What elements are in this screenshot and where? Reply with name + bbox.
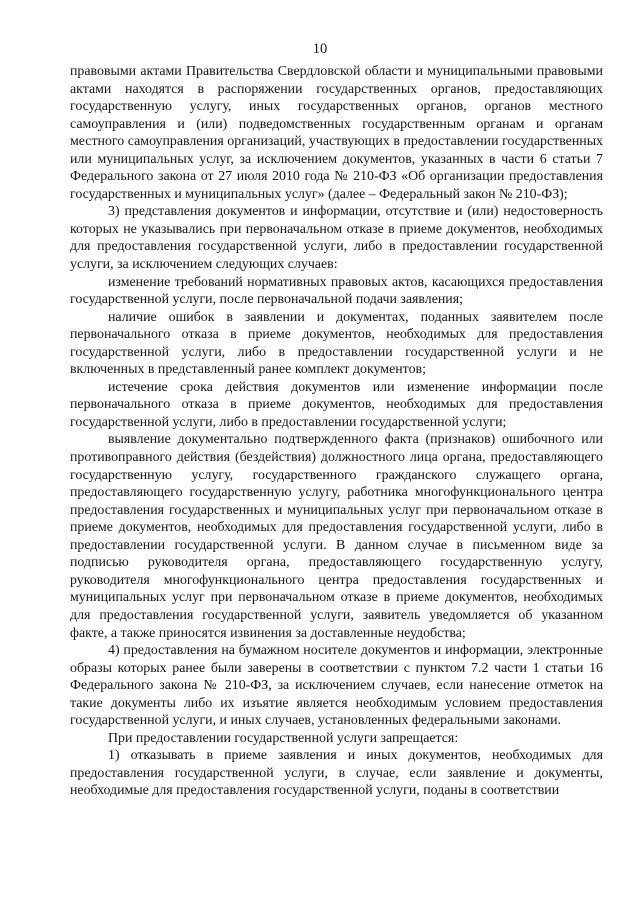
paragraph-exception-errors: наличие ошибок в заявлении и документах, поданных заявителем после первоначального отказа в приеме документов, необходимых для предоставления государственной услуги, либо в предоставлении государственной услуги и не включенных в представленный ранее комплект документов; xyxy=(70,309,603,378)
page-number: 10 xyxy=(312,41,328,57)
paragraph-item-3: 3) представления документов и информации, отсутствие и (или) недостоверность которых не указывались при первоначальном отказе в приеме документов, необходимых для предоставления государственной услуги, либо в предоставлении государственной услуги, за исключением следующих случаев: xyxy=(70,204,603,273)
document-body xyxy=(70,63,603,800)
paragraph-prohibitions-heading: При предоставлении государственной услуги запрещается: xyxy=(108,730,459,746)
paragraph-continuation: правовыми актами Правительства Свердловской области и муниципальными правовыми актами находятся в распоряжении государственных органов, предоставляющих государственную услугу, иных государственных органов, органов местного самоуправления и (или) подведомственных государственным органам и органам местного самоуправления организаций, участвующих в предоставлении государственных или муниципальных услуг, за исключением документов, указанных в части 6 статьи 7 Федерального закона от 27 июля 2010 года № 210-ФЗ «Об организации предоставления государственных и муниципальных услуг» (далее – Федеральный закон № 210-ФЗ); xyxy=(70,64,603,202)
paragraph-exception-official-error: выявление документально подтвержденного факта (признаков) ошибочного или противоправного действия (бездействия) должностного лица органа, предоставляющего государственную услугу, государственного гражданского служащего органа, предоставляющего государственную услугу, работника многофункционального центра предоставления государственных и муниципальных услуг при первоначальном отказе в приеме документов, необходимых для предоставления государственной услуги, либо в предоставлении государственной услуги. В данном случае в письменном виде за подписью руководителя органа, предоставляющего государственную услугу, руководителя многофункционального центра предоставления государственных и муниципальных услуг при первоначальном отказе в приеме документов, необходимых для предоставления государственной услуги, заявитель уведомляется об указанном факте, а также приносятся извинения за доставленные неудобства; xyxy=(70,432,603,641)
paragraph-exception-expiry: истечение срока действия документов или изменение информации после первоначального отказа в приеме документов, необходимых для предоставления государственной услуги, либо в предоставлении государственной услуги; xyxy=(70,379,603,430)
paragraph-item-4: 4) предоставления на бумажном носителе документов и информации, электронные образы которых ранее были заверены в соответствии с пунктом 7.2 части 1 статьи 16 Федерального закона № 210-ФЗ, за исключением случаев, если нанесение отметок на такие документы либо их изъятие является необходимым условием предоставления государственной услуги, и иных случаев, установленных федеральными законами. xyxy=(70,643,603,729)
paragraph-prohibition-1: 1) отказывать в приеме заявления и иных документов, необходимых для предоставления государственной услуги, в случае, если заявление и документы, необходимые для предоставления государственной услуги, поданы в соответствии xyxy=(70,748,603,799)
paragraph-exception-requirements-change: изменение требований нормативных правовых актов, касающихся предоставления государственной услуги, после первоначальной подачи заявления; xyxy=(70,274,603,308)
